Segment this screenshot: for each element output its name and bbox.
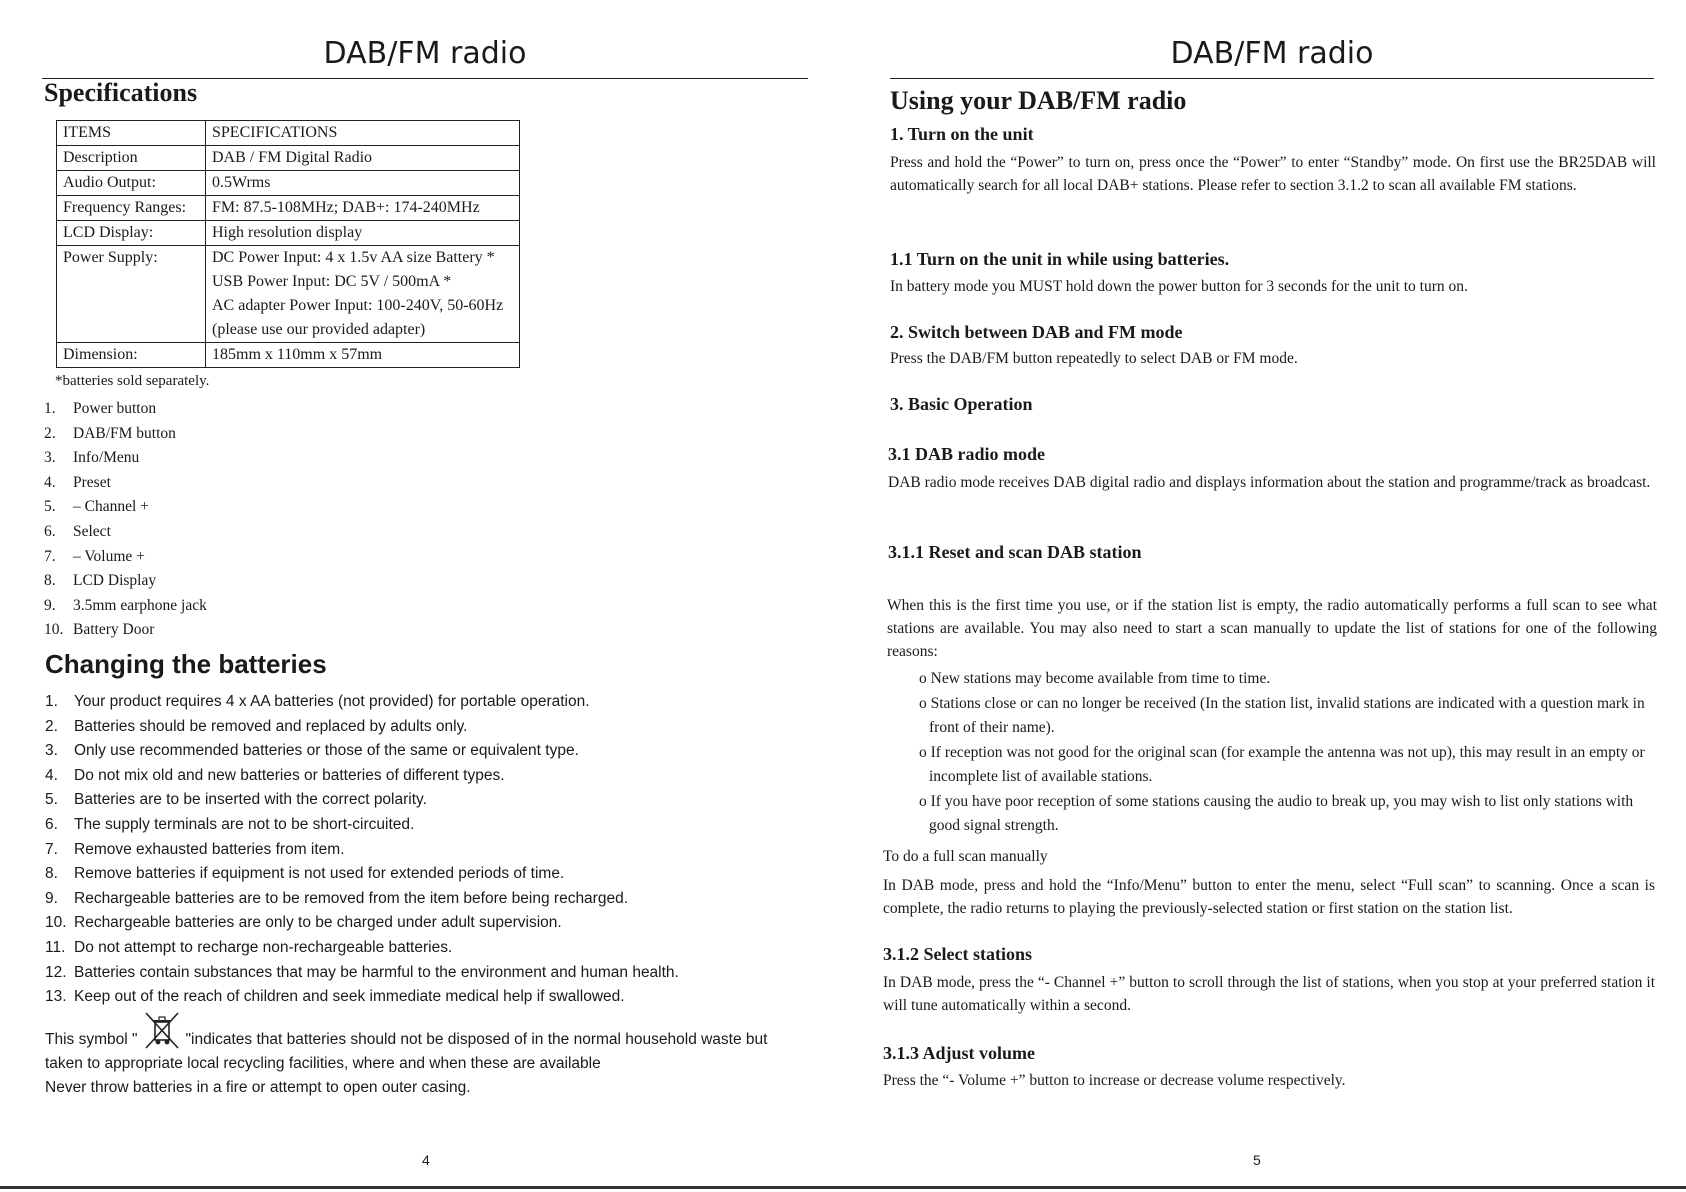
list-text: Select [73,522,111,540]
list-number: 3. [45,742,58,760]
list-number: 1. [45,693,58,710]
list-text: – Volume + [73,547,145,565]
part-list-item [44,569,207,594]
spec-value-cell [206,171,520,196]
section-3-1-heading: 3.1 DAB radio mode [888,444,1045,464]
list-text: – Channel + [73,498,149,516]
table-row [57,246,520,343]
battery-rule-item [45,985,825,1010]
right-page [843,0,1686,1192]
spec-item-cell: Audio Output: [57,171,206,196]
list-text: Only use recommended batteries or those of the same or equivalent type. [74,742,579,760]
list-number: 4. [45,766,58,784]
list-number: 10. [44,621,64,639]
symbol-text-before: This symbol " [45,1031,138,1048]
battery-rule-item [45,764,825,789]
list-text: Power button [73,400,157,417]
list-item: o If reception was not good for the original scan (for example the antenna was not up), this may result in an empty or incomplete list of available stations. [919,743,1645,785]
battery-rule-item [45,911,825,936]
part-list-item [44,545,207,570]
list-text: Batteries should be removed and replaced by adults only. [74,717,468,735]
spec-value-cell [206,221,520,246]
list-number: 9. [44,596,56,614]
scan-reasons-list [919,667,1659,839]
list-number: 7. [45,840,58,858]
battery-rule-item [45,887,825,912]
part-list-item [44,618,207,643]
part-list-item [44,495,207,520]
spec-value-cell [206,146,520,171]
section-2-text: Press the DAB/FM button repeatedly to select DAB or FM mode. [890,350,1298,367]
battery-rule-item [45,936,825,961]
list-item: o If you have poor reception of some stations causing the audio to break up, you may wish to list only stations with good signal strength. [919,792,1634,834]
list-text: LCD Display [73,572,157,590]
spec-value-cell [206,196,520,221]
list-number: 5. [44,498,56,516]
table-header-row [57,121,520,146]
page-number: 4 [422,1152,430,1168]
part-list-item [44,446,207,471]
changing-batteries-heading: Changing the batteries [45,649,327,679]
manual-scan-label: To do a full scan manually [883,848,1048,865]
list-text: Info/Menu [73,449,140,467]
table-row [57,171,520,196]
list-number: 3. [44,449,56,467]
spec-value-line: DAB / FM Digital Radio [212,149,373,166]
spec-value-line: 185mm x 110mm x 57mm [212,346,383,363]
section-1-heading: 1. Turn on the unit [890,124,1034,144]
symbol-text-line-3: Never throw batteries in a fire or attempt to open outer casing. [45,1079,471,1096]
part-list-item [44,471,207,496]
spec-value-line: DC Power Input: 4 x 1.5v AA size Battery * [212,249,495,266]
battery-rule-item [45,739,825,764]
list-text: Do not mix old and new batteries or batteries of different types. [74,766,505,784]
list-number: 5. [45,791,58,809]
section-1-text: Press and hold the “Power” to turn on, press once the “Power” to enter “Standby” mode. On first use the BR25DAB will automatically search for all local DAB+ stations. Please refer to section 3.1.2 to scan all available FM stations. [890,154,1656,194]
table-header-cell: SPECIFICATIONS [206,121,520,146]
list-text: Preset [73,473,111,491]
section-3-heading: 3. Basic Operation [890,394,1033,414]
list-number: 4. [44,473,56,491]
list-text: Keep out of the reach of children and seek immediate medical help if swallowed. [74,988,625,1006]
spec-item-cell: Dimension: [57,343,206,368]
battery-rule-item [45,715,825,740]
battery-rule-item [45,813,825,838]
battery-rule-item [45,788,825,813]
battery-rule-item [45,862,825,887]
spec-value-line: 0.5Wrms [212,174,271,191]
battery-rule-item [45,690,825,715]
battery-rules-list [45,690,825,1010]
table-row [57,196,520,221]
list-number: 11. [45,938,66,956]
list-number: 6. [45,815,58,833]
spec-value-cell [206,246,520,343]
list-number: 13. [45,988,67,1006]
list-number: 7. [44,547,56,565]
list-number: 6. [44,522,56,540]
parts-list [44,397,207,643]
list-text: Your product requires 4 x AA batteries (not provided) for portable operation. [74,693,590,710]
spec-value-line: USB Power Input: DC 5V / 500mA * [212,273,452,290]
table-row [57,343,520,368]
spec-item-cell: LCD Display: [57,221,206,246]
list-text: Rechargeable batteries are to be removed from the item before being recharged. [74,889,629,907]
using-radio-heading: Using your DAB/FM radio [890,86,1187,115]
spec-value-line: FM: 87.5-108MHz; DAB+: 174-240MHz [212,199,480,216]
list-number: 2. [45,717,58,735]
battery-rule-item [45,961,825,986]
spec-value-cell [206,343,520,368]
specifications-heading: Specifications [44,78,198,107]
running-head [890,34,1654,79]
list-number: 8. [45,865,58,883]
section-3-1-3-heading: 3.1.3 Adjust volume [883,1043,1036,1063]
list-text: Rechargeable batteries are only to be charged under adult supervision. [74,914,562,932]
part-list-item [44,594,207,619]
battery-note: *batteries sold separately. [55,373,210,389]
crossed-out-wheelie-bin-icon [138,1010,186,1052]
spec-item-cell: Description [57,146,206,171]
section-2-heading: 2. Switch between DAB and FM mode [890,322,1183,342]
part-list-item [44,397,207,422]
spec-value-line: High resolution display [212,224,363,241]
spec-item-cell: Power Supply: [57,246,206,343]
list-text: The supply terminals are not to be short-circuited. [74,815,415,833]
list-text: Remove batteries if equipment is not used for extended periods of time. [74,865,565,883]
list-number: 1. [44,400,56,417]
scan-edge-rule [0,1186,1686,1189]
list-number: 8. [44,572,56,590]
running-head-text: DAB/FM radio [323,36,527,71]
list-text: Batteries contain substances that may be harmful to the environment and human health. [74,963,679,981]
list-number: 12. [45,963,67,981]
section-3-1-1-text: When this is the first time you use, or if the station list is empty, the radio automatically performs a full scan to see what stations are available. You may also need to start a scan manually to update the list of stations for one of the following reasons: [887,597,1657,660]
list-text: Battery Door [73,621,155,639]
list-item: o New stations may become available from time to time. [919,670,1271,687]
list-number: 10. [45,914,67,932]
running-head-text: DAB/FM radio [1170,36,1374,71]
list-text: Do not attempt to recharge non-rechargeable batteries. [74,938,453,956]
section-3-1-1-heading: 3.1.1 Reset and scan DAB station [888,542,1142,562]
list-text: Remove exhausted batteries from item. [74,840,345,858]
section-1-1-text: In battery mode you MUST hold down the power button for 3 seconds for the unit to turn on. [890,278,1468,295]
spec-item-cell: Frequency Ranges: [57,196,206,221]
part-list-item [44,520,207,545]
list-text: Batteries are to be inserted with the correct polarity. [74,791,427,809]
section-3-1-2-text: In DAB mode, press the “- Channel +” button to scroll through the list of stations, when you stop at your preferred station it will tune automatically within a second. [883,974,1655,1014]
list-item: o Stations close or can no longer be received (In the station list, invalid stations are indicated with a question mark in front of their name). [919,694,1645,736]
table-row [57,146,520,171]
section-3-1-text: DAB radio mode receives DAB digital radio and displays information about the station and programme/track as broadcast. [888,474,1651,491]
list-text: DAB/FM button [73,424,176,442]
spec-value-line: AC adapter Power Input: 100-240V, 50-60Hz [212,297,504,314]
table-header-cell: ITEMS [57,121,206,146]
part-list-item [44,422,207,447]
symbol-text-line-2: taken to appropriate local recycling facilities, where and when these are available [45,1055,601,1072]
symbol-text-after: "indicates that batteries should not be disposed of in the normal household waste but [185,1031,768,1048]
table-row [57,221,520,246]
section-1-1-heading: 1.1 Turn on the unit in while using batteries. [890,249,1230,269]
spec-value-line: (please use our provided adapter) [212,321,426,338]
page-number: 5 [1253,1152,1261,1168]
disposal-notice [45,1010,835,1100]
battery-rule-item [45,838,825,863]
section-3-1-3-text: Press the “- Volume +” button to increase or decrease volume respectively. [883,1072,1346,1089]
section-3-1-2-heading: 3.1.2 Select stations [883,944,1032,964]
running-head [42,34,808,79]
specifications-table [56,120,520,368]
list-number: 9. [45,889,58,907]
list-text: 3.5mm earphone jack [73,596,207,614]
manual-scan-text: In DAB mode, press and hold the “Info/Menu” button to enter the menu, select “Full scan” to scanning. Once a scan is complete, the radio returns to playing the previously-selected station or first station on the station list. [883,877,1655,917]
list-number: 2. [44,424,56,442]
